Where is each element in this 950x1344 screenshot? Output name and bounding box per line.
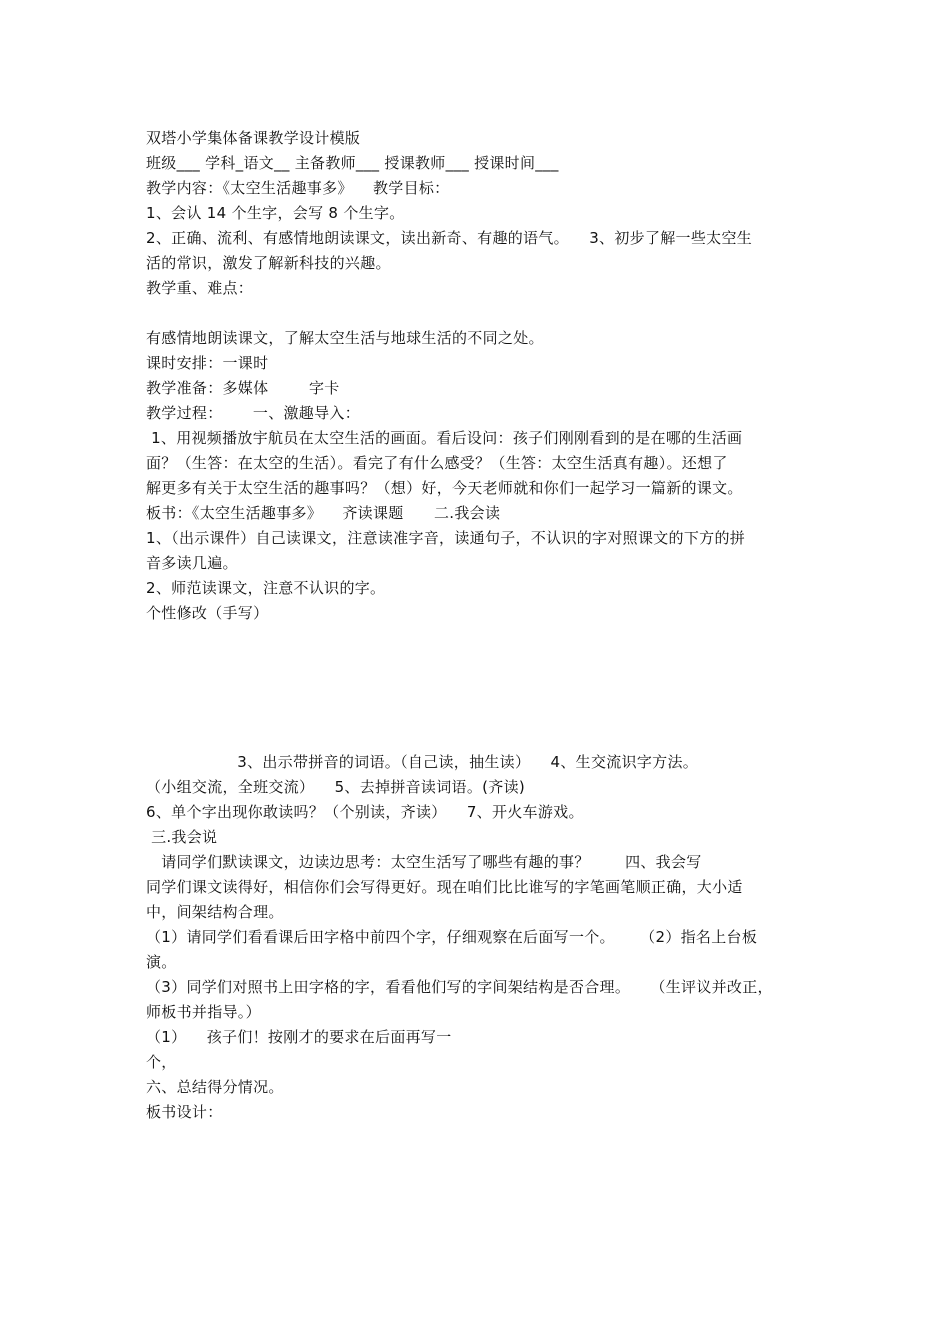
process-step-1c: 解更多有关于太空生活的趣事吗？（想）好，今天老师就和你们一起学习一篇新的课文。	[146, 479, 743, 497]
class-info-line: 班级___ 学科_语文__ 主备教师___ 授课教师___ 授课时间___	[146, 154, 559, 172]
reading-step-6-7: 6、单个字出现你敢读吗？（个别读，齐读） 7、开火车游戏。	[146, 803, 584, 821]
writing-step-3a: （3）同学们对照书上田字格的字，看看他们写的字间架结构是否合理。 （生评议并改正，	[146, 978, 773, 996]
reading-step-5: （小组交流，全班交流） 5、去掉拼音读词语。(齐读)	[146, 778, 526, 796]
goal-2-line: 2、正确、流利、有感情地朗读课文，读出新奇、有趣的语气。 3、初步了解一些太空生	[146, 229, 753, 247]
speaking-text: 请同学们默读课文，边读边思考：太空生活写了哪些有趣的事？ 四、我会写	[146, 853, 702, 871]
reading-step-1b: 音多读几遍。	[146, 554, 238, 572]
reading-step-3-4: 3、出示带拼音的词语。（自己读，抽生读） 4、生交流识字方法。	[146, 753, 699, 771]
process-step-1b: 面？（生答：在太空的生活）。看完了有什么感受？（生答：太空生活真有趣）。还想了	[146, 454, 728, 472]
summary-line: 六、总结得分情况。	[146, 1078, 284, 1096]
goal-3-line: 活的常识，激发了解新科技的兴趣。	[146, 254, 391, 272]
writing-intro-a: 同学们课文读得好，相信你们会写得更好。现在咱们比比谁写的字笔画笔顺正确，大小适	[146, 878, 743, 896]
reading-step-1a: 1、（出示课件）自己读课文，注意读准字音，读通句子，不认识的字对照课文的下方的拼	[146, 529, 746, 547]
goal-1-line: 1、会认 14 个生字，会写 8 个生字。	[146, 204, 405, 222]
schedule-line: 课时安排：一课时	[146, 354, 269, 372]
writing-intro-b: 中，间架结构合理。	[146, 903, 284, 921]
writing-step-2b: 演。	[146, 953, 177, 971]
board-writing-line: 板书：《太空生活趣事多》 齐读课题 二.我会读	[146, 504, 501, 522]
process-heading: 教学过程： 一、激趣导入：	[146, 404, 361, 422]
speaking-heading: 三.我会说	[146, 828, 218, 846]
personal-notes-label: 个性修改（手写）	[146, 604, 269, 622]
writing-step-1b-b: 个，	[146, 1053, 177, 1071]
doc-title: 双塔小学集体备课教学设计模版	[146, 129, 361, 147]
teaching-content-line: 教学内容：《太空生活趣事多》 教学目标：	[146, 179, 450, 197]
writing-step-1b-a: （1） 孩子们！按刚才的要求在后面再写一	[146, 1028, 452, 1046]
key-points-text: 有感情地朗读课文，了解太空生活与地球生活的不同之处。	[146, 329, 544, 347]
preparation-line: 教学准备：多媒体 字卡	[146, 379, 340, 397]
key-points-heading: 教学重、难点：	[146, 279, 254, 297]
process-step-1a: 1、用视频播放宇航员在太空生活的画面。看后设问：孩子们刚刚看到的是在哪的生活画	[146, 429, 743, 447]
writing-step-1-2a: （1）请同学们看看课后田字格中前四个字，仔细观察在后面写一个。 （2）指名上台板	[146, 928, 758, 946]
reading-step-2: 2、师范读课文，注意不认识的字。	[146, 579, 386, 597]
writing-step-3b: 师板书并指导。）	[146, 1003, 261, 1021]
board-design-label: 板书设计：	[146, 1103, 223, 1121]
